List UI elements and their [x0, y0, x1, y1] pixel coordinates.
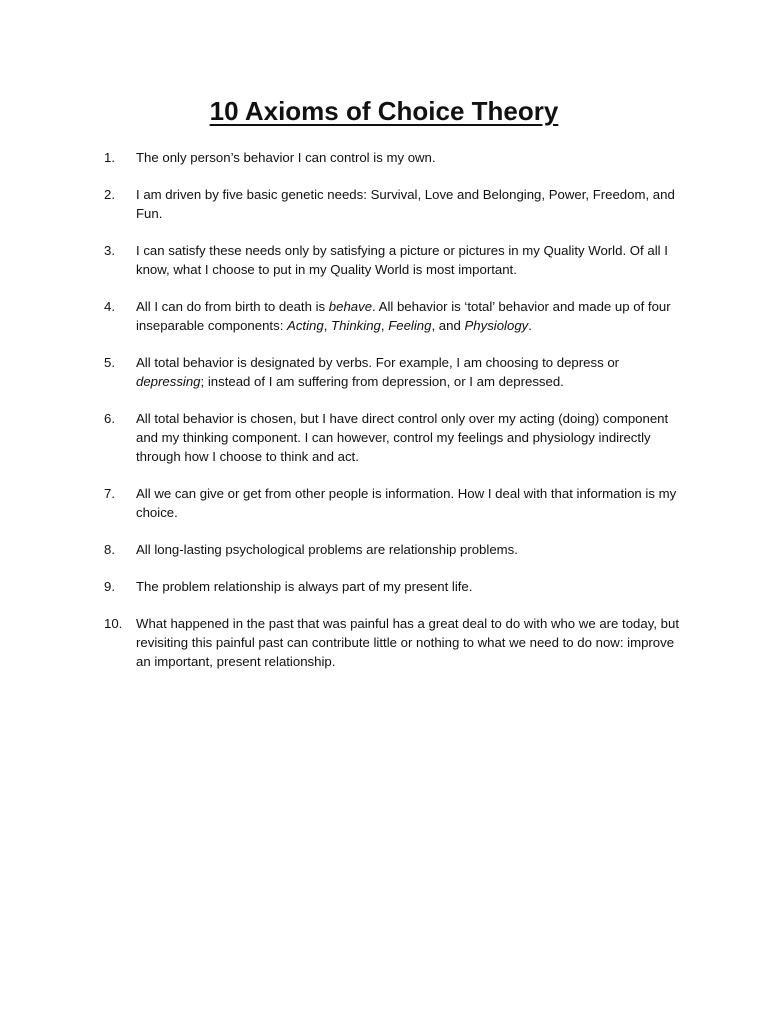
- list-item: [104, 353, 684, 391]
- list-item-number: 9.: [104, 579, 115, 594]
- list-item: [104, 297, 684, 335]
- axiom-list: [104, 148, 684, 689]
- list-item-text: The problem relationship is always part of my present life.: [136, 579, 473, 594]
- list-item-text: What happened in the past that was painful has a great deal to do with who we are today, but revisiting this painful past can contribute little or nothing to what we need to do now: improve an important, present relationship.: [136, 616, 679, 669]
- list-item: [104, 185, 684, 223]
- list-item: [104, 614, 684, 671]
- text-run: ; instead of I am suffering from depression, or I am depressed.: [200, 374, 564, 389]
- emphasis-text: behave: [328, 299, 373, 314]
- list-item-text: All total behavior is chosen, but I have direct control only over my acting (doing) component and my thinking component. I can however, control my feelings and physiology indirectly through how I choose to think and act.: [136, 411, 669, 464]
- text-run: .: [528, 318, 532, 333]
- text-run: . All behavior is ‘total’ behavior and made up of four inseparable components:: [136, 299, 671, 333]
- list-item-number: 1.: [104, 150, 115, 165]
- list-item-number: 7.: [104, 486, 115, 501]
- emphasis-text: depressing: [136, 374, 201, 389]
- list-item-number: 10.: [104, 616, 123, 631]
- text-run: ,: [323, 318, 332, 333]
- list-item-number: 2.: [104, 187, 115, 202]
- emphasis-text: Thinking: [331, 318, 381, 333]
- text-run: All total behavior is designated by verbs. For example, I am choosing to depress or: [136, 355, 620, 370]
- list-item-text: I am driven by five basic genetic needs: Survival, Love and Belonging, Power, Freedom, and Fun.: [136, 187, 675, 221]
- text-run: All I can do from birth to death is: [136, 299, 329, 314]
- emphasis-text: Feeling: [388, 318, 432, 333]
- list-item-text: All we can give or get from other people is information. How I deal with that information is my choice.: [136, 486, 677, 520]
- list-item: [104, 241, 684, 279]
- list-item-text: [136, 353, 684, 391]
- list-item-number: 4.: [104, 299, 115, 314]
- list-item: [104, 540, 684, 559]
- page-title: 10 Axioms of Choice Theory: [209, 96, 559, 126]
- list-item: [104, 484, 684, 522]
- list-item-text: The only person’s behavior I can control is my own.: [136, 150, 436, 165]
- text-run: ,: [380, 318, 389, 333]
- list-item-text: All long-lasting psychological problems are relationship problems.: [136, 542, 518, 557]
- list-item-text: I can satisfy these needs only by satisfying a picture or pictures in my Quality World. Of all I know, what I choose to put in my Quality World is most important.: [136, 243, 668, 277]
- text-run: , and: [431, 318, 465, 333]
- emphasis-text: Acting: [287, 318, 324, 333]
- list-item-number: 6.: [104, 411, 115, 426]
- list-item-number: 8.: [104, 542, 115, 557]
- list-item: [104, 148, 684, 167]
- list-item: [104, 577, 684, 596]
- list-item-number: 5.: [104, 355, 115, 370]
- list-item-number: 3.: [104, 243, 115, 258]
- list-item-text: [136, 297, 684, 335]
- emphasis-text: Physiology: [464, 318, 529, 333]
- list-item: [104, 409, 684, 466]
